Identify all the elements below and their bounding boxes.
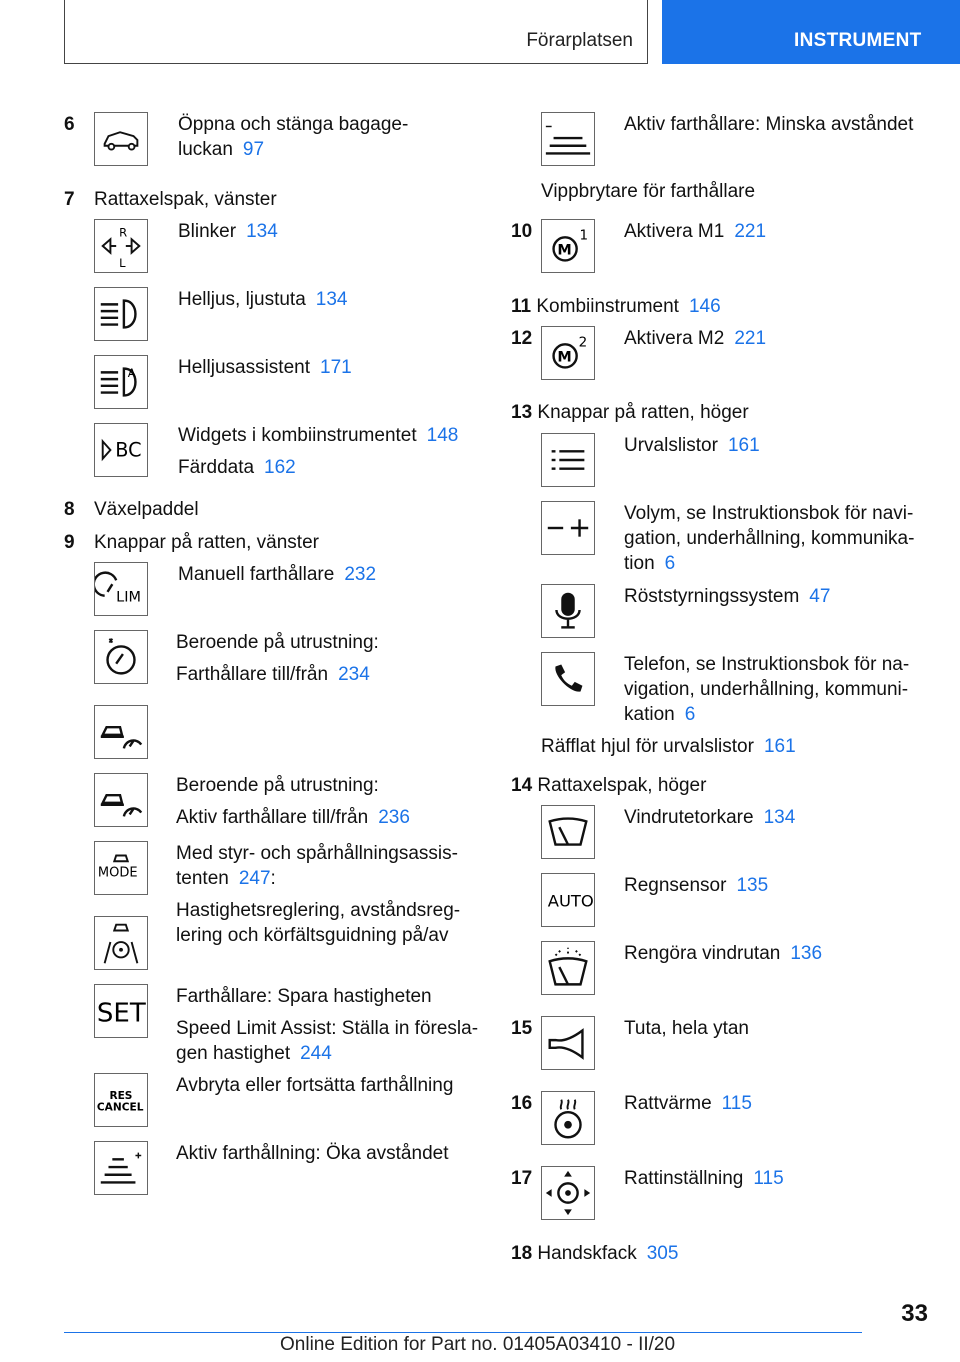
distance-increase-icon xyxy=(94,1141,148,1195)
header-section: Förarplatsen xyxy=(526,30,633,51)
page-ref[interactable]: 115 xyxy=(753,1168,784,1189)
farddata-label: Färddata xyxy=(178,457,255,478)
tailgate-icon xyxy=(94,112,148,166)
page-ref[interactable]: 221 xyxy=(734,328,767,349)
tel-line1: Telefon, se Instruktionsbok för na- xyxy=(624,654,910,675)
widgets-label: Widgets i kombiinstrumentet xyxy=(178,425,417,446)
item10-label: Aktivera M1 xyxy=(624,221,725,242)
urval-label: Urvalslistor xyxy=(624,435,718,456)
icon-digit-1: 1 xyxy=(579,227,589,244)
vind-label: Vindrutetorkare xyxy=(624,807,754,828)
page-ref[interactable]: 221 xyxy=(734,221,767,242)
washer-icon xyxy=(541,941,595,995)
adaptive-cruise-icon xyxy=(94,773,148,827)
item9-label: Knappar på ratten, vänster xyxy=(94,532,319,553)
icon-letter-a: A xyxy=(127,366,136,381)
header-chapter: INSTRUMENT xyxy=(794,30,922,51)
icon-letter-r: R xyxy=(119,225,128,240)
item-number: 11 xyxy=(511,296,532,317)
mode2-line2: lering och körfältsguidning på/av xyxy=(176,925,449,946)
plus-label: Aktiv farthållning: Öka avståndet xyxy=(176,1143,449,1164)
item17-label: Rattinställning xyxy=(624,1168,744,1189)
page-ref[interactable]: 148 xyxy=(426,425,459,446)
page-ref[interactable]: 305 xyxy=(646,1243,679,1264)
footer-rule xyxy=(64,1332,862,1333)
icon-text-bc: BC xyxy=(115,438,142,462)
assist-label: Helljusassistent xyxy=(178,357,310,378)
page-ref[interactable]: 232 xyxy=(344,564,377,585)
item-number: 17 xyxy=(511,1168,533,1189)
icon-text-res: RES xyxy=(109,1090,133,1103)
set-line2: Speed Limit Assist: Ställa in föresla- xyxy=(176,1018,479,1039)
page-ref[interactable]: 162 xyxy=(264,457,296,478)
wiper-icon xyxy=(541,805,595,859)
acc-line1: Beroende på utrustning: xyxy=(176,775,379,796)
icon-letter-m: M xyxy=(557,242,572,259)
item13-label: Knappar på ratten, höger xyxy=(537,402,749,423)
item7-label: Rattaxelspak, vänster xyxy=(94,189,277,210)
microphone-icon xyxy=(541,584,595,638)
mode-line1: Med styr- och spårhållningsassis- xyxy=(176,843,458,864)
cc-line2: Farthållare till/från xyxy=(176,664,329,685)
item-number: 13 xyxy=(511,402,533,423)
item-number: 18 xyxy=(511,1243,533,1264)
item14-label: Rattaxelspak, höger xyxy=(537,775,707,796)
icon-letter-m: M xyxy=(557,349,572,366)
icon-text-cancel: CANCEL xyxy=(96,1101,144,1114)
icon-text-set: SET xyxy=(96,998,146,1029)
page-ref[interactable]: 236 xyxy=(378,807,410,828)
resume-cancel-icon xyxy=(94,1073,148,1127)
item15-label: Tuta, hela ytan xyxy=(624,1018,749,1039)
item18-label: Handskfack xyxy=(537,1243,637,1264)
m1-button-icon xyxy=(541,219,595,273)
item6-line2: luckan xyxy=(178,139,233,160)
page-ref[interactable]: 244 xyxy=(300,1043,332,1064)
item-number: 12 xyxy=(511,328,533,349)
tel-line2: vigation, underhållning, kommuni- xyxy=(624,679,909,700)
helljus-label: Helljus, ljustuta xyxy=(178,289,306,310)
distance-decrease-icon xyxy=(541,112,595,166)
mode-button-icon xyxy=(94,841,148,895)
raff-label: Räfflat hjul för urvalslistor xyxy=(541,736,754,757)
item11-label: Kombiinstrument xyxy=(536,296,679,317)
page-ref[interactable]: 135 xyxy=(736,875,769,896)
footer-edition: Online Edition for Part no. 01405A03410 - II/20 xyxy=(280,1334,676,1355)
tel-line3: kation xyxy=(624,704,675,725)
set-line3: gen hastighet xyxy=(176,1043,291,1064)
page-ref[interactable]: 161 xyxy=(727,435,760,456)
page-ref[interactable]: 136 xyxy=(790,943,823,964)
rain-sensor-auto-icon xyxy=(541,873,595,927)
reng-label: Rengöra vindrutan xyxy=(624,943,781,964)
lim-label: Manuell farthållare xyxy=(178,564,335,585)
cruise-control-icon xyxy=(94,630,148,684)
turn-signal-icon xyxy=(94,219,148,273)
rost-label: Röststyrningssystem xyxy=(624,586,800,607)
volume-minus-plus-icon xyxy=(541,501,595,555)
page-ref[interactable]: 47 xyxy=(809,586,831,607)
colon: : xyxy=(270,868,276,889)
page-ref[interactable]: 134 xyxy=(246,221,278,242)
item-number: 14 xyxy=(511,775,533,796)
item6-line1: Öppna och stänga bagage- xyxy=(178,114,409,135)
steering-adjust-icon xyxy=(541,1166,595,1220)
res-label: Avbryta eller fortsätta farthållning xyxy=(176,1075,454,1096)
set-button-icon xyxy=(94,984,148,1038)
mode-line2: tenten xyxy=(176,868,229,889)
bc-button-icon xyxy=(94,423,148,477)
page-ref[interactable]: 171 xyxy=(320,357,352,378)
lane-guidance-icon xyxy=(94,916,148,970)
page-ref[interactable]: 134 xyxy=(315,289,348,310)
icon-letter-l: L xyxy=(119,256,126,271)
regn-label: Regnsensor xyxy=(624,875,727,896)
header-section-box xyxy=(64,0,648,64)
high-beam-assist-icon xyxy=(94,355,148,409)
page-ref[interactable]: 6 xyxy=(684,704,696,725)
item12-label: Aktivera M2 xyxy=(624,328,725,349)
item-number: 6 xyxy=(64,114,75,135)
high-beam-icon xyxy=(94,287,148,341)
speed-limiter-icon xyxy=(94,562,148,616)
vipp-label: Vippbrytare för farthållare xyxy=(541,181,756,202)
icon-digit-2: 2 xyxy=(578,334,588,351)
item-number: 15 xyxy=(511,1018,533,1039)
page-ref[interactable]: 234 xyxy=(338,664,370,685)
blinker-label: Blinker xyxy=(178,221,237,242)
item16-label: Rattvärme xyxy=(624,1093,712,1114)
page-ref[interactable]: 247 xyxy=(238,868,271,889)
icon-text-lim: LIM xyxy=(116,589,141,606)
item-number: 7 xyxy=(64,189,75,210)
icon-text-mode: MODE xyxy=(97,865,138,881)
item-number: 9 xyxy=(64,532,75,553)
page-ref[interactable]: 134 xyxy=(763,807,796,828)
set-line1: Farthållare: Spara hastigheten xyxy=(176,986,432,1007)
volym-line3: tion xyxy=(624,553,655,574)
volym-line2: gation, underhållning, kommunika- xyxy=(624,528,915,549)
page-number: 33 xyxy=(901,1300,928,1327)
adaptive-cruise-icon xyxy=(94,705,148,759)
mode2-line1: Hastighetsreglering, avståndsreg- xyxy=(176,900,461,921)
item-number: 16 xyxy=(511,1093,533,1114)
page-ref[interactable]: 161 xyxy=(763,736,796,757)
page-ref[interactable]: 146 xyxy=(688,296,721,317)
m2-button-icon xyxy=(541,326,595,380)
cc-line1: Beroende på utrustning: xyxy=(176,632,379,653)
item-number: 10 xyxy=(511,221,533,242)
steering-heat-icon xyxy=(541,1091,595,1145)
page-ref[interactable]: 6 xyxy=(664,553,676,574)
page-ref[interactable]: 115 xyxy=(721,1093,752,1114)
header-chapter-box xyxy=(662,0,960,64)
item-number: 8 xyxy=(64,499,75,520)
page-ref[interactable]: 97 xyxy=(242,139,265,160)
item8-label: Växelpaddel xyxy=(94,499,199,520)
list-icon xyxy=(541,433,595,487)
acc-line2: Aktiv farthållare till/från xyxy=(176,807,369,828)
horn-icon xyxy=(541,1016,595,1070)
phone-icon xyxy=(541,652,595,706)
minus-label: Aktiv farthållare: Minska avståndet xyxy=(624,114,914,135)
volym-line1: Volym, se Instruktionsbok för navi- xyxy=(624,503,914,524)
icon-text-auto: AUTO xyxy=(547,891,594,911)
